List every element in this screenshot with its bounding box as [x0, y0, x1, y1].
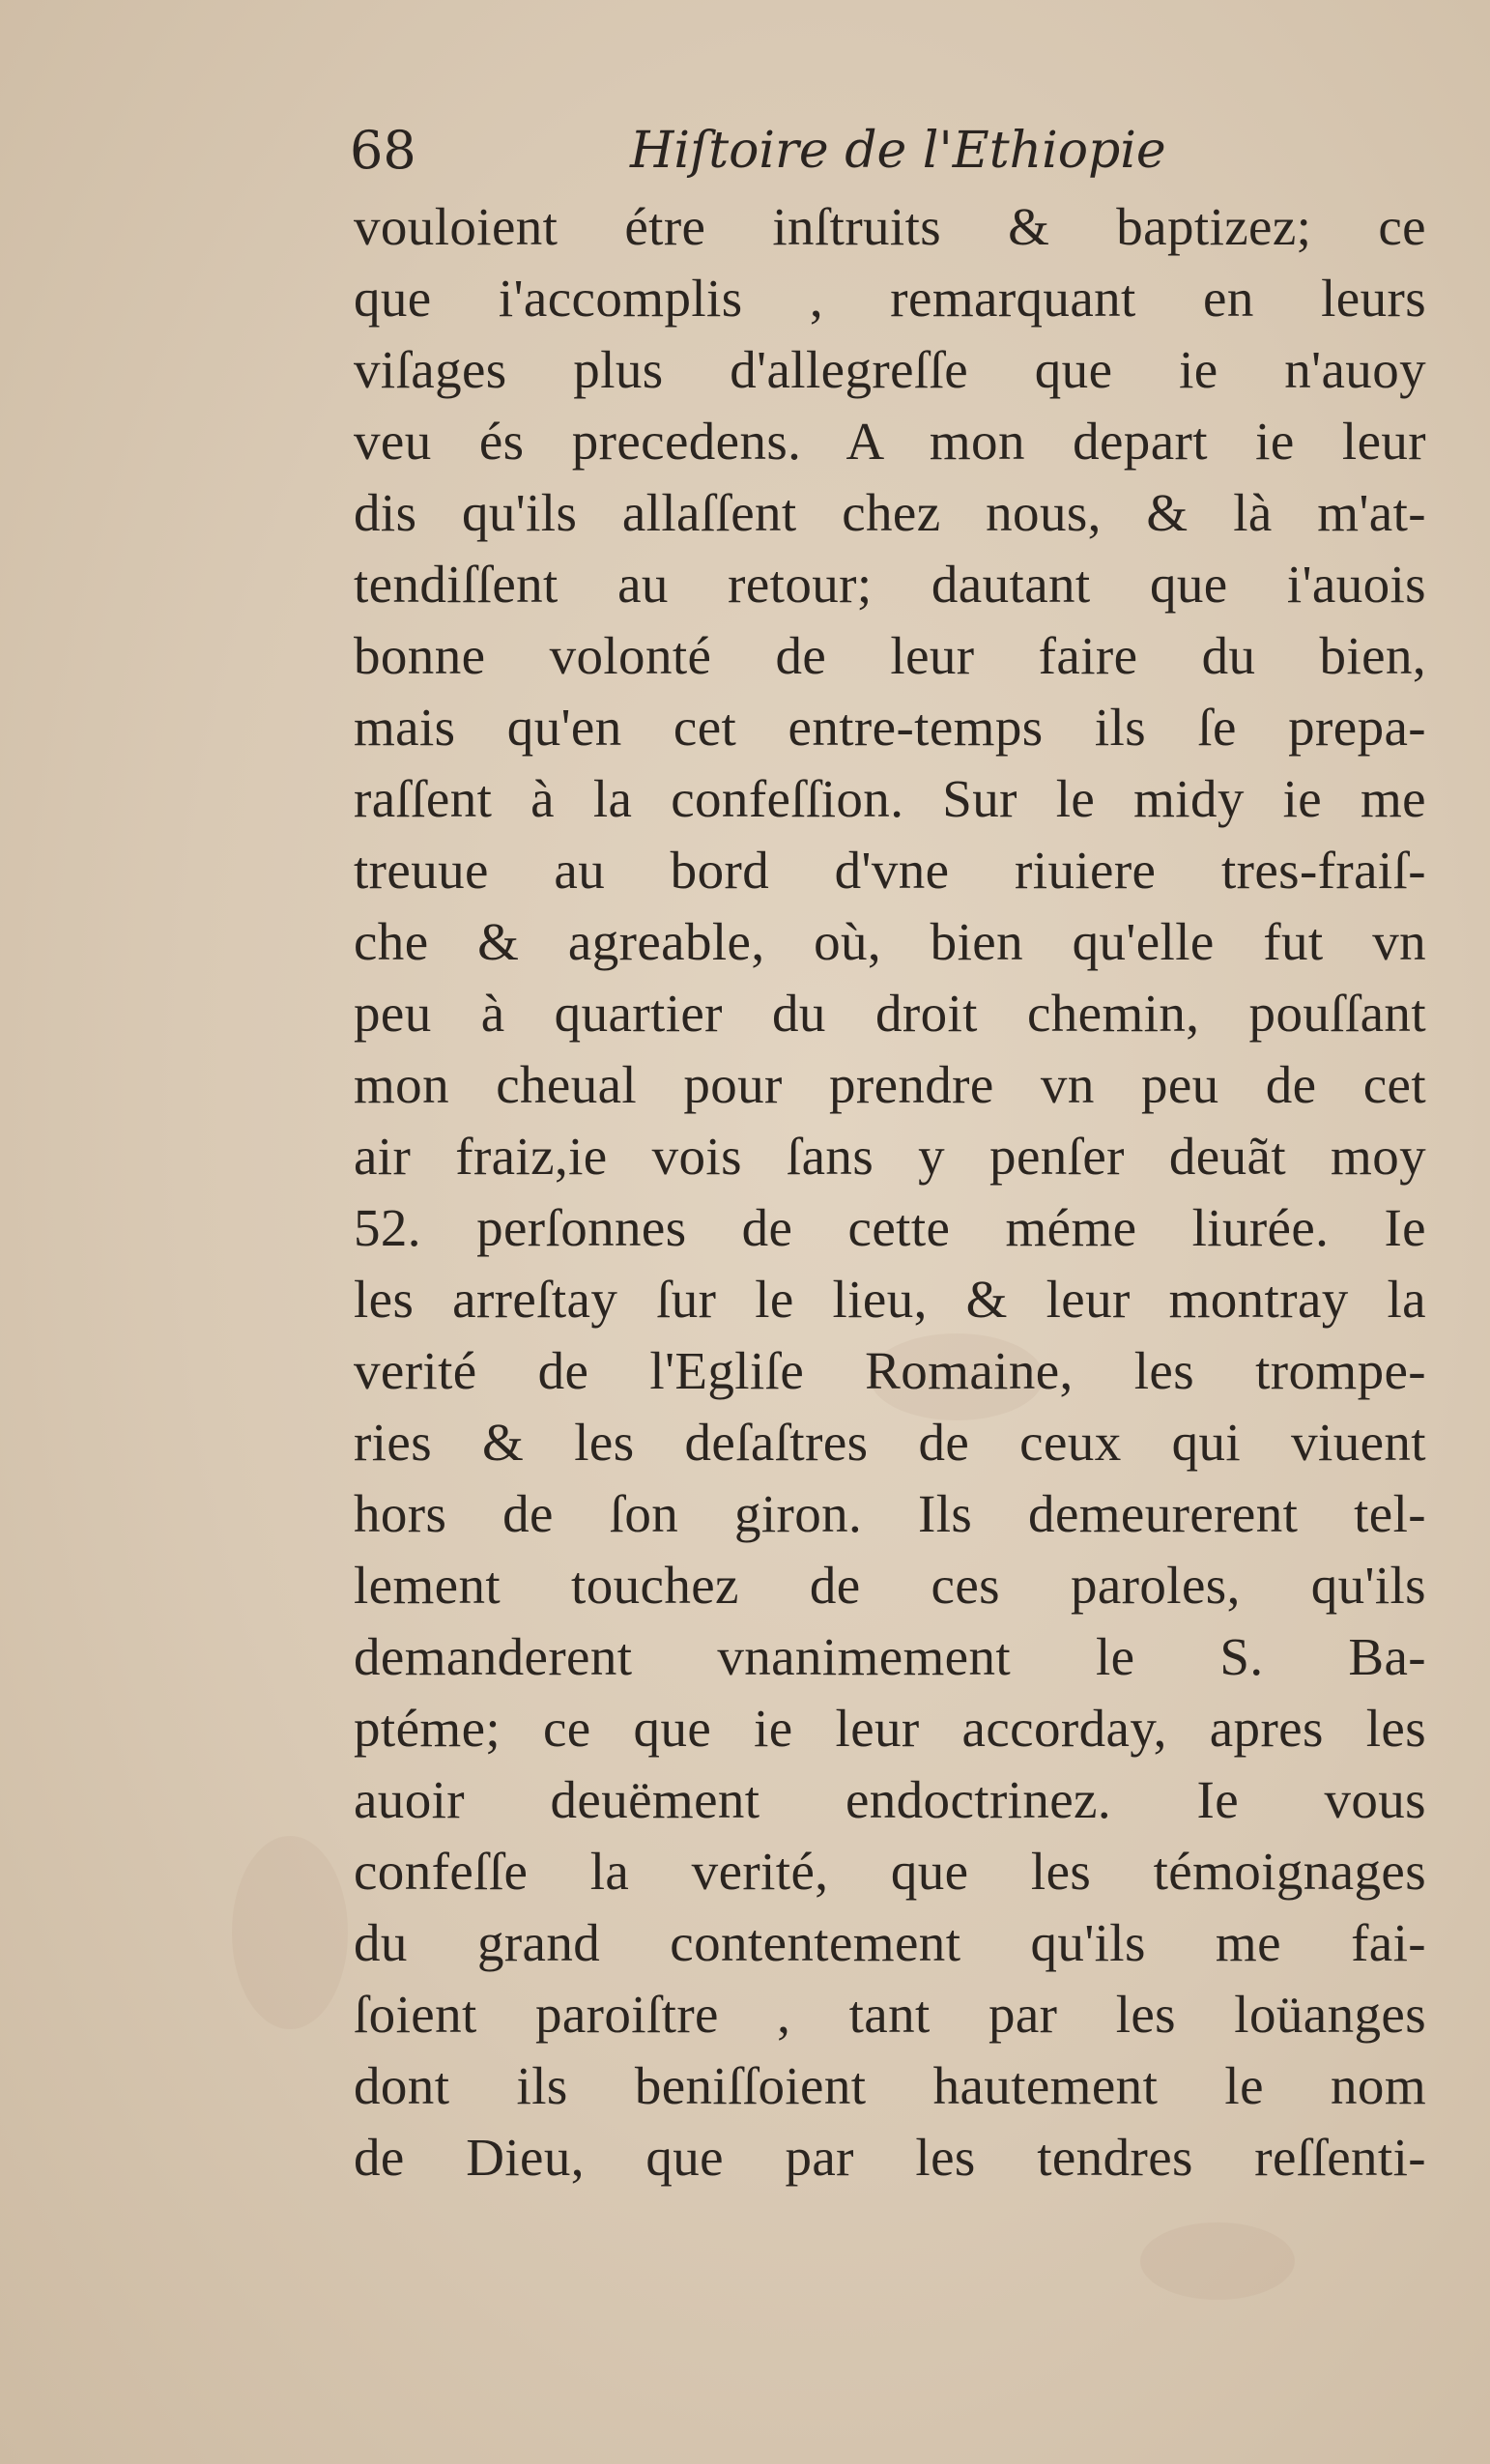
text-line: dont ils beniſſoient hautement le nom	[354, 2056, 1426, 2115]
text-line: confeſſe la verité, que les témoignages	[354, 1842, 1426, 1901]
text-line: raſſent à la confeſſion. Sur le midy ie me	[354, 769, 1426, 828]
text-line: peu à quartier du droit chemin, pouſſant	[354, 984, 1426, 1043]
text-line: que i'accomplis , remarquant en leurs	[354, 269, 1426, 328]
running-title: Hiſtoire de l'Ethiopie	[630, 122, 1166, 180]
text-line: mon cheual pour prendre vn peu de cet	[354, 1055, 1426, 1114]
text-line: demanderent vnanimement le S. Ba-	[354, 1627, 1426, 1686]
body-text	[354, 191, 1426, 2193]
text-line: dis qu'ils allaſſent chez nous, & là m'at-	[354, 483, 1426, 542]
text-line: verité de l'Egliſe Romaine, les trompe-	[354, 1341, 1426, 1400]
text-line: hors de ſon giron. Ils demeurerent tel-	[354, 1484, 1426, 1543]
paper-stain	[232, 1836, 348, 2029]
text-line: mais qu'en cet entre-temps ils ſe prepa-	[354, 698, 1426, 757]
text-line: tendiſſent au retour; dautant que i'auois	[354, 555, 1426, 614]
text-line: ries & les deſaſtres de ceux qui viuent	[354, 1413, 1426, 1472]
text-line: che & agreable, où, bien qu'elle fut vn	[354, 912, 1426, 971]
text-line: vouloient étre inſtruits & baptizez; ce	[354, 197, 1426, 256]
text-line: 52. perſonnes de cette méme liurée. Ie	[354, 1198, 1426, 1257]
text-line: bonne volonté de leur faire du bien,	[354, 626, 1426, 685]
text-line: du grand contentement qu'ils me fai-	[354, 1913, 1426, 1972]
text-line: les arreſtay ſur le lieu, & leur montray la	[354, 1270, 1426, 1329]
text-line: veu és precedens. A mon depart ie leur	[354, 412, 1426, 471]
text-line: lement touchez de ces paroles, qu'ils	[354, 1556, 1426, 1615]
text-line: treuue au bord d'vne riuiere tres-fraiſ-	[354, 841, 1426, 900]
text-line: air fraiz,ie vois ſans y penſer deuãt moy	[354, 1127, 1426, 1186]
text-line: auoir deuëment endoctrinez. Ie vous	[354, 1770, 1426, 1829]
text-line: de Dieu, que par les tendres reſſenti-	[354, 2128, 1426, 2187]
text-line: ſoient paroiſtre , tant par les loüanges	[354, 1985, 1426, 2044]
paper-stain	[1140, 2222, 1295, 2300]
page-header	[350, 112, 1413, 189]
text-line: viſages plus d'allegreſſe que ie n'auoy	[354, 340, 1426, 399]
page-number: 68	[350, 120, 416, 181]
text-line: ptéme; ce que ie leur accorday, apres les	[354, 1699, 1426, 1758]
